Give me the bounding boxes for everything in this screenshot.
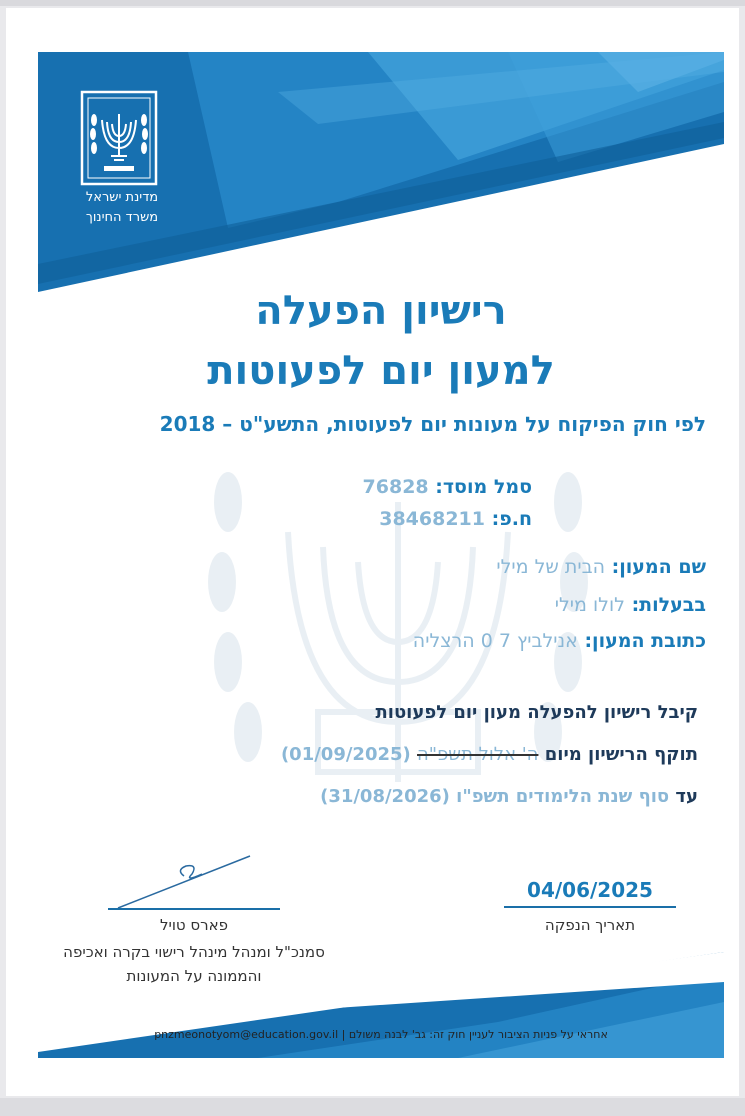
company-number-label: ח.פ:	[491, 508, 532, 530]
signer-role-line-2: והממונה על המעונות	[126, 967, 262, 985]
certificate-title-line-1: רישיון הפעלה	[255, 288, 507, 334]
org-line-2: משרד החינוך	[85, 210, 159, 225]
license-until-row	[320, 786, 698, 807]
company-number-row	[379, 508, 532, 530]
daycare-name-label: שם המעון:	[611, 556, 706, 578]
signer-name: פארס טויל	[159, 916, 229, 934]
validity-struck-date: ה' אלול תשפ"ה	[417, 744, 539, 765]
license-received-text: קיבל רישיון להפעלה מעון יום לפעוטות	[375, 702, 698, 723]
owner-value: לולו מילי	[554, 594, 625, 616]
until-value: סוף שנת הלימודים תשפ"ו (31/08/2026)	[320, 786, 670, 807]
public-inquiries-footer: אחראי על פניות הציבור לעניין חוק זה: גב' לבנה משולם | pnzmeonotyom@education.gov.il	[154, 1028, 608, 1041]
signature-scribble-icon	[114, 852, 254, 912]
institution-code-value: 76828	[362, 476, 429, 498]
daycare-name-value: הבית של מילי	[496, 556, 606, 578]
owner-label: בבעלות:	[631, 594, 706, 616]
signer-role-line-1: סמנכ"ל ומנהל מינהל רישוי בקרה ואכיפה	[63, 943, 325, 961]
issue-date-label: תאריך הנפקה	[544, 916, 636, 934]
owner-row	[555, 594, 706, 616]
document-page	[6, 8, 739, 1096]
daycare-name-row	[496, 556, 706, 578]
signature-line	[108, 908, 280, 910]
license-certificate	[38, 52, 724, 1058]
institution-code-row	[363, 476, 532, 498]
address-value: אנילביץ 7 0 הרצליה	[412, 630, 578, 652]
until-label: עד	[675, 786, 698, 807]
address-row	[413, 630, 706, 652]
company-number-value: 38468211	[379, 508, 485, 530]
license-validity-row	[281, 744, 698, 765]
emblem-watermark-icon	[188, 382, 608, 842]
issue-date: 04/06/2025	[527, 878, 653, 902]
institution-code-label: סמל מוסד:	[435, 476, 532, 498]
validity-label: תוקף הרישיון מיום	[544, 744, 698, 765]
org-line-1: מדינת ישראל	[85, 190, 159, 205]
validity-date: (01/09/2025)	[280, 744, 411, 765]
ministry-name	[74, 188, 170, 228]
address-label: כתובת המעון:	[584, 630, 706, 652]
footer-band	[38, 952, 724, 1058]
viewer-bottom-bar	[0, 1098, 745, 1116]
law-reference: לפי חוק הפיקוח על מעונות יום לפעוטות, התשע"ט – 2018	[159, 412, 706, 436]
viewer-top-bar	[0, 0, 745, 6]
certificate-title-line-2: למעון יום לפעוטות	[207, 348, 555, 394]
issue-date-line	[504, 906, 676, 908]
state-emblem-icon	[80, 90, 158, 186]
